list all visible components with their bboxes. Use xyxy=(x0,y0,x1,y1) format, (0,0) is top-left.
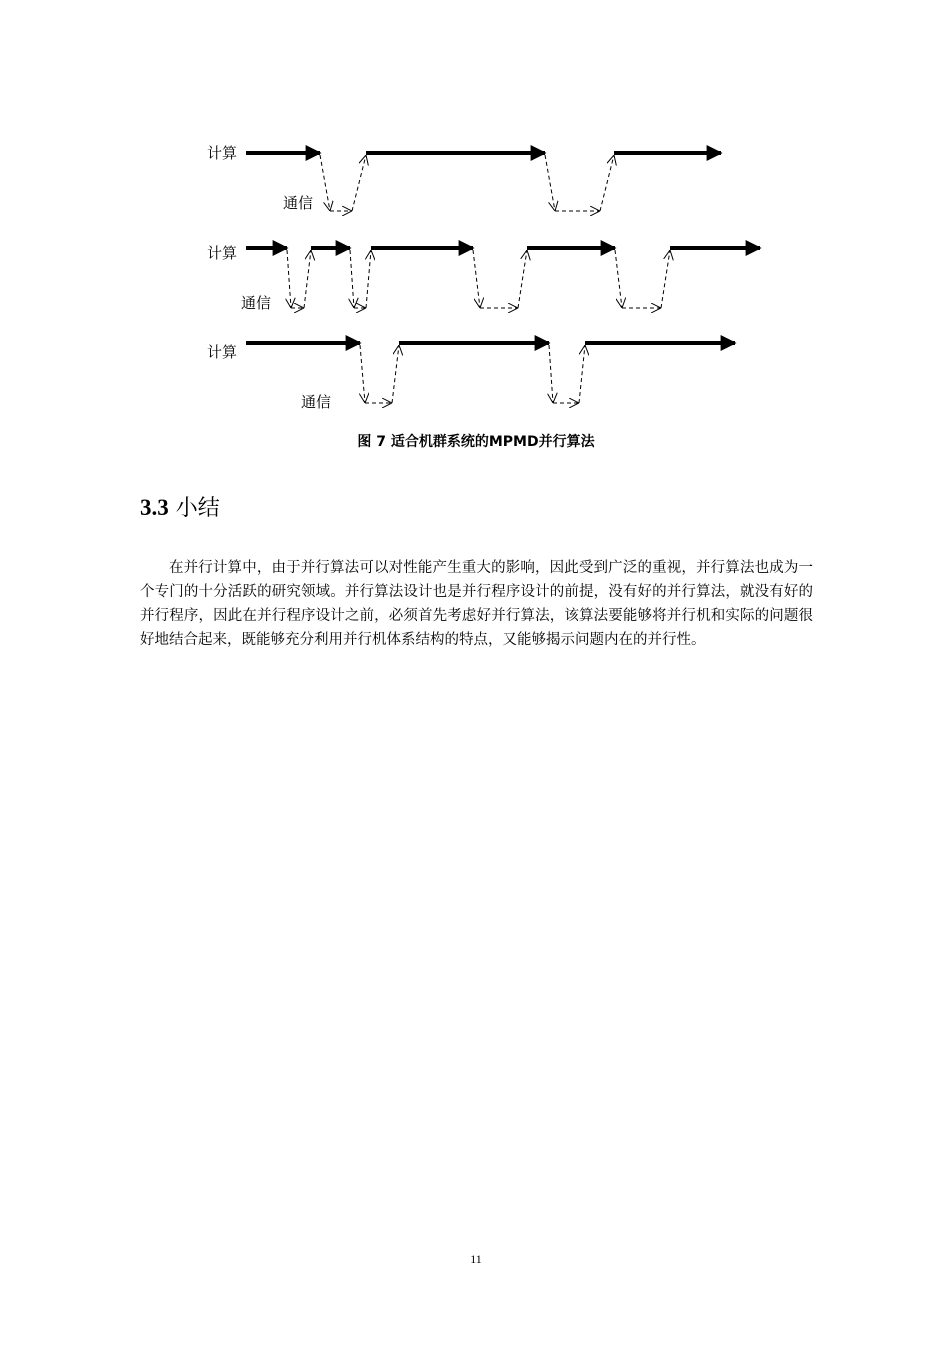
row1-compute-label: 计算 xyxy=(207,144,238,162)
section-title: 小结 xyxy=(175,496,220,521)
row3-compute-label: 计算 xyxy=(207,343,238,361)
send-dashed-arrow xyxy=(473,250,480,308)
row2-compute-label: 计算 xyxy=(207,244,238,262)
return-dashed-arrow xyxy=(352,155,366,211)
figure-caption: 图 7 适合机群系统的MPMD并行算法 xyxy=(357,434,595,450)
return-dashed-arrow xyxy=(661,250,670,308)
return-dashed-arrow xyxy=(366,250,371,308)
send-dashed-arrow xyxy=(350,250,354,308)
return-dashed-arrow xyxy=(392,345,399,403)
return-dashed-arrow xyxy=(518,250,527,308)
mpmd-figure xyxy=(0,0,952,430)
send-dashed-arrow xyxy=(545,155,555,211)
send-dashed-arrow xyxy=(320,155,330,211)
row3-comm-label: 通信 xyxy=(301,393,332,411)
send-dashed-arrow xyxy=(360,345,365,403)
return-dashed-arrow xyxy=(579,345,585,403)
send-dashed-arrow xyxy=(287,250,291,308)
row1-comm-label: 通信 xyxy=(283,194,314,212)
row2-comm-label: 通信 xyxy=(241,294,272,312)
mpmd-timeline-diagram xyxy=(0,0,952,430)
section-number: 3.3 xyxy=(140,495,169,520)
return-dashed-arrow xyxy=(304,250,311,308)
section-heading xyxy=(140,493,220,524)
send-dashed-arrow xyxy=(549,345,553,403)
return-dashed-arrow xyxy=(600,155,614,211)
page-number: 11 xyxy=(470,1252,482,1266)
section-paragraph: 在并行计算中，由于并行算法可以对性能产生重大的影响，因此受到广泛的重视，并行算法也成为一个专门的十分活跃的研究领域。并行算法设计也是并行程序设计的前提，没有好的并行算法，就没有好的并行程序，因此在并行程序设计之前，必须首先考虑好并行算法，该算法要能够将并行机和实际的问题很好地结合起来，既能够充分利用并行机体系结构的特点，又能够揭示问题内在的并行性。 xyxy=(140,560,813,648)
send-dashed-arrow xyxy=(615,250,622,308)
